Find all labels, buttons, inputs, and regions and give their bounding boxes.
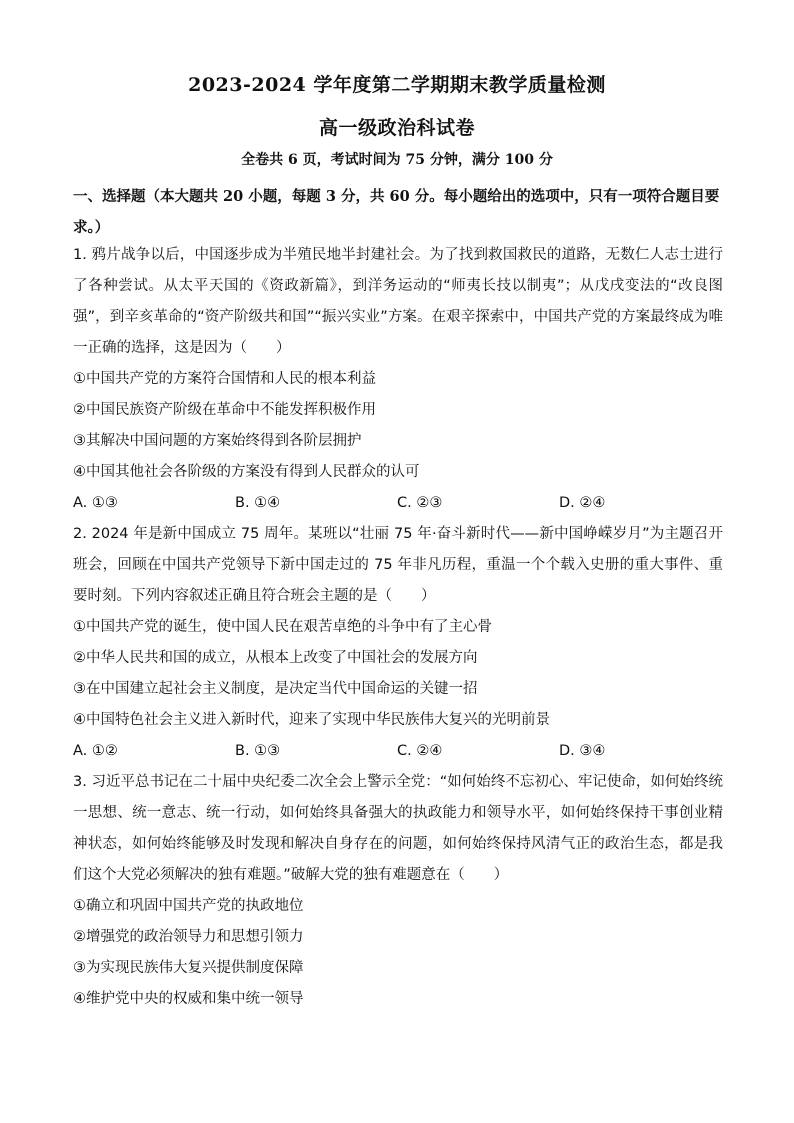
- question-stem: 2. 2024 年是新中国成立 75 周年。某班以“壮丽 75 年·奋斗新时代——新中国峥嵘岁月”为主题召开班会，回顾在中国共产党领导下新中国走过的 75 年非凡历程，重温一个个载入史册的重大事件、重要时刻。下列内容叙述正确且符合班会主题的是（ ）: [73, 526, 723, 604]
- question-option: ③在中国建立起社会主义制度，是决定当代中国命运的关键一招: [73, 681, 478, 697]
- question-option: ①中国共产党的诞生，使中国人民在艰苦卓绝的斗争中有了主心骨: [73, 619, 492, 635]
- question-option: ④中国特色社会主义进入新时代，迎来了实现中华民族伟大复兴的光明前景: [73, 712, 550, 728]
- question-option: ②中华人民共和国的成立，从根本上改变了中国社会的发展方向: [73, 650, 478, 666]
- exam-subtitle: 高一级政治科试卷: [318, 117, 475, 139]
- answer-choice-b: B. ①③: [235, 743, 281, 759]
- answer-choice-c: C. ②④: [397, 743, 443, 759]
- section-heading: 一、选择题（本大题共 20 小题，每题 3 分，共 60 分。每小题给出的选项中，只有一项符合题目要求。）: [73, 188, 720, 236]
- exam-title: 2023-2024 学年度第二学期期末教学质量检测: [188, 74, 606, 96]
- question-option: ②增强党的政治领导力和思想引领力: [73, 929, 304, 945]
- question-1: [73, 240, 723, 519]
- answer-choices: [73, 736, 723, 767]
- question-option: ②中国民族资产阶级在革命中不能发挥积极作用: [73, 402, 376, 418]
- answer-choices: [73, 488, 723, 519]
- question-option: ④中国其他社会各阶级的方案没有得到人民群众的认可: [73, 464, 420, 480]
- answer-choice-a: A. ①③: [73, 495, 118, 511]
- answer-choice-d: D. ②④: [559, 495, 606, 511]
- question-option: ③为实现民族伟大复兴提供制度保障: [73, 960, 304, 976]
- question-option: ④维护党中央的权威和集中统一领导: [73, 991, 304, 1007]
- answer-choice-a: A. ①②: [73, 743, 118, 759]
- question-option: ①确立和巩固中国共产党的执政地位: [73, 898, 304, 914]
- question-3: [73, 767, 723, 1015]
- answer-choice-b: B. ①④: [235, 495, 281, 511]
- question-list: [73, 240, 723, 1015]
- answer-choice-c: C. ②③: [397, 495, 443, 511]
- answer-choice-d: D. ③④: [559, 743, 606, 759]
- question-2: [73, 519, 723, 767]
- question-stem: 3. 习近平总书记在二十届中央纪委二次全会上警示全党：“如何始终不忘初心、牢记使命，如何始终统一思想、统一意志、统一行动，如何始终具备强大的执政能力和领导水平，如何始终保持干事创业精神状态，如何始终能够及时发现和解决自身存在的问题，如何始终保持风清气正的政治生态，都是我们这个大党必须解决的独有难题。”破解大党的独有难题意在（ ）: [73, 774, 723, 883]
- question-stem: 1. 鸦片战争以后，中国逐步成为半殖民地半封建社会。为了找到救国救民的道路，无数仁人志士进行了各种尝试。从太平天国的《资政新篇》，到洋务运动的“师夷长技以制夷”；从戊戌变法的“改良图强”，到辛亥革命的“资产阶级共和国”“振兴实业”方案。在艰辛探索中，中国共产党的方案最终成为唯一正确的选择，这是因为（ ）: [73, 247, 723, 356]
- exam-meta: 全卷共 6 页，考试时间为 75 分钟，满分 100 分: [241, 152, 553, 168]
- question-option: ③其解决中国问题的方案始终得到各阶层拥护: [73, 433, 362, 449]
- question-option: ①中国共产党的方案符合国情和人民的根本利益: [73, 371, 376, 387]
